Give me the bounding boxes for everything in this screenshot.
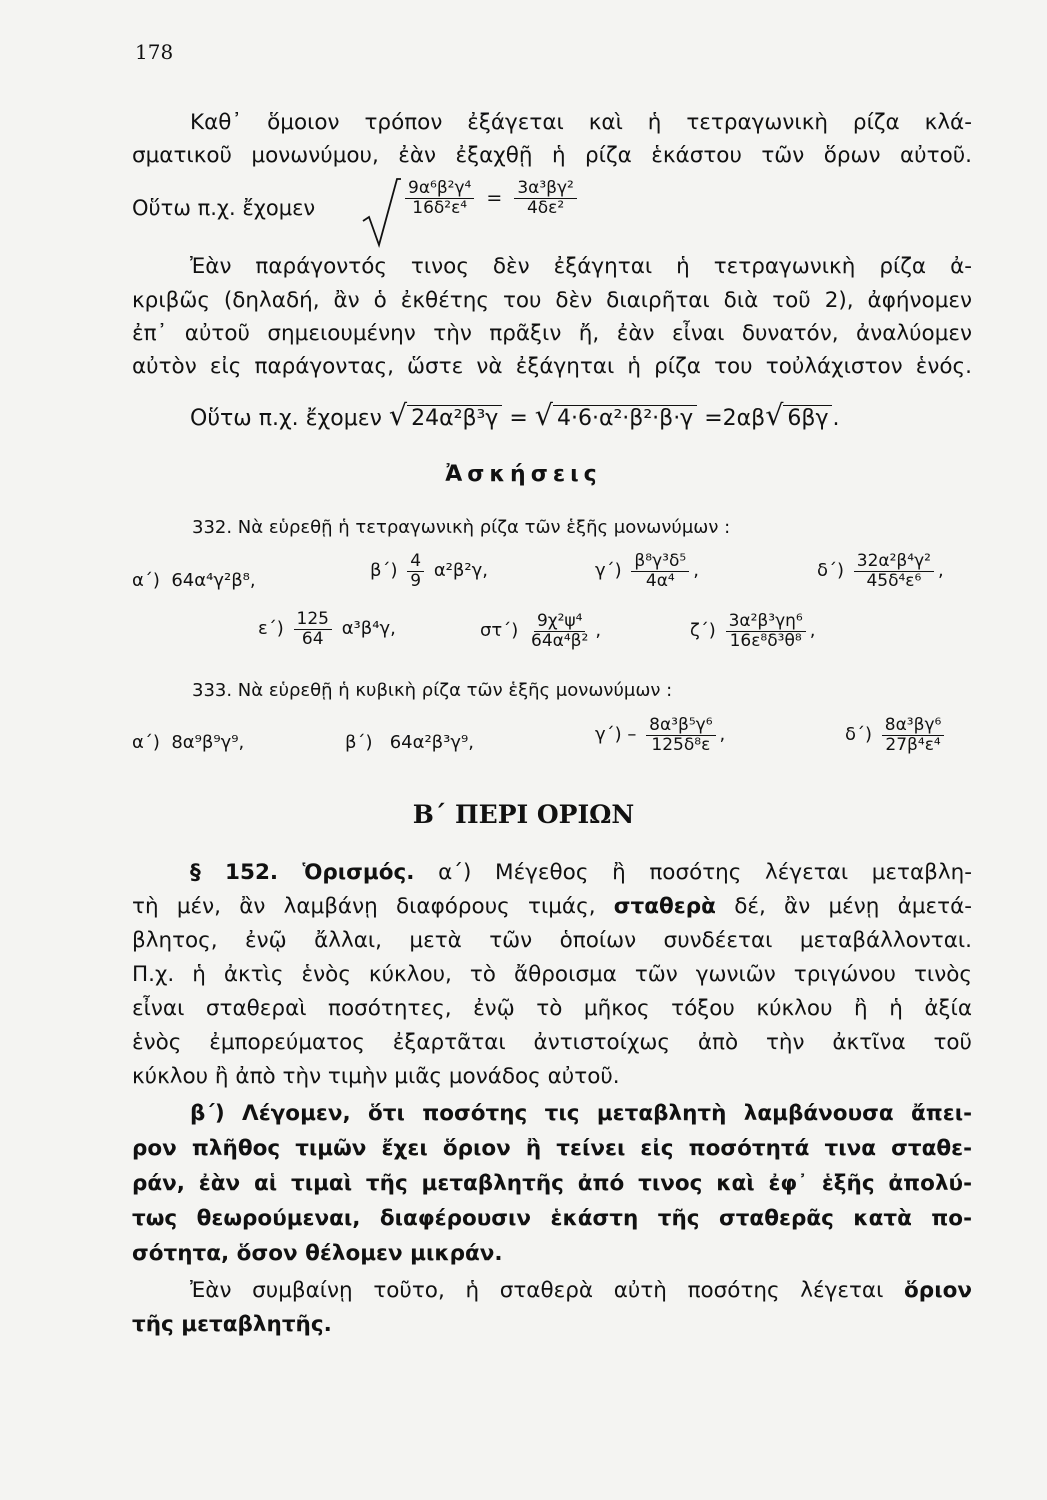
ex-equals: = bbox=[486, 187, 503, 210]
sec152-line-6: ἑνὸς ἐμπορεύματος ἐξαρτᾶται ἀντιστοίχως ἀπὸ τὴν ἀκτῖνα τοῦ bbox=[132, 1030, 972, 1055]
ex-fraction-denominator: 16δ²ε⁴ bbox=[412, 197, 468, 218]
ex332-e bbox=[258, 610, 396, 648]
para2-line-1: Ἐὰν παράγοντός τινος δὲν ἐξάγηται ἡ τετραγωνικὴ ρίζα ἀ- bbox=[190, 254, 972, 279]
ex-fraction-numerator: 9α⁶β²γ⁴ bbox=[405, 179, 474, 199]
def-b-line-3: ράν, ἐὰν αἱ τιμαὶ τῆς μεταβλητῆς ἀπό τινος καὶ ἐφ᾽ ἑξῆς ἀπολύ- bbox=[132, 1171, 972, 1196]
root-icon: √ bbox=[765, 398, 784, 432]
equals-1: = bbox=[509, 406, 528, 431]
intro-line-1: Καθ᾽ ὅμοιον τρόπον ἐξάγεται καὶ ἡ τετραγωνικὴ ρίζα κλά- bbox=[190, 110, 972, 135]
root-icon: √ bbox=[534, 398, 553, 432]
ex332-e-rest: α³β⁴γ, bbox=[341, 618, 396, 640]
final-line-2-text: τῆς μεταβλητῆς. bbox=[132, 1312, 332, 1337]
ex332-g-num: 3α²β³γη⁶ bbox=[726, 612, 806, 632]
sec152-line-2a: τὴ μέν, ἂν λαμβάνῃ διαφόρους τιμάς, bbox=[132, 894, 596, 919]
sec152-line-5: εἶναι σταθεραὶ ποσότητες, ἐνῷ τὸ μῆκος τόξου κύκλου ἢ ἡ ἀξία bbox=[132, 996, 972, 1021]
ex332-a-label: α΄) bbox=[132, 570, 160, 591]
para2-line-3: ἐπ᾽ αὐτοῦ σημειουμένην τὴν πρᾶξιν ἤ, ἐὰν εἶναι δυνατόν, ἀναλύομεν bbox=[132, 321, 972, 346]
sec152-heading: § 152. Ὁρισμός. bbox=[190, 860, 415, 885]
ex332-g bbox=[690, 612, 815, 650]
ex332-f-den: 64α⁴β² bbox=[531, 630, 589, 651]
ex333-c bbox=[595, 716, 725, 754]
ex332-d bbox=[817, 552, 944, 590]
radicand-3: 6βγ bbox=[783, 405, 832, 431]
ex332-f-rest: , bbox=[595, 620, 602, 642]
final-line-1-text: Ἐὰν συμβαίνῃ τοῦτο, ἡ σταθερὰ αὐτὴ ποσότης λέγεται bbox=[190, 1278, 884, 1303]
ex332-e-den: 64 bbox=[301, 628, 324, 649]
ex332-g-den: 16ε⁸δ³θ⁸ bbox=[729, 630, 802, 651]
ex332-a-value: 64α⁴γ²β⁸, bbox=[171, 570, 256, 591]
ex333-c-num: 8α³β⁵γ⁶ bbox=[646, 716, 715, 736]
sec152-line-1-text: α΄) Μέγεθος ἢ ποσότης λέγεται μεταβλη- bbox=[438, 860, 972, 885]
ex333-d-num: 8α³βγ⁶ bbox=[882, 716, 945, 736]
ex332-e-label: ε΄) bbox=[258, 618, 284, 640]
para2-example bbox=[190, 398, 839, 432]
ex332-c-den: 4α⁴ bbox=[645, 570, 675, 591]
radicand-1: 24α²β³γ bbox=[407, 405, 502, 431]
ex333-intro: 333. Νὰ εὑρεθῇ ἡ κυβικὴ ρίζα τῶν ἑξῆς μονωνύμων : bbox=[192, 680, 673, 701]
sec152-line-2 bbox=[132, 891, 972, 923]
ex332-c-num: β⁸γ³δ⁵ bbox=[631, 552, 689, 572]
ex332-c-label: γ΄) bbox=[595, 560, 622, 582]
ex333-d-label: δ΄) bbox=[845, 724, 873, 746]
radicand-2: 4·6·α²·β²·β·γ bbox=[553, 405, 697, 431]
ex-result-numerator: 3α³βγ² bbox=[514, 179, 577, 199]
ex332-intro: 332. Νὰ εὑρεθῇ ἡ τετραγωνικὴ ρίζα τῶν ἑξῆς μονωνύμων : bbox=[192, 517, 731, 538]
def-b-line-5: σότητα, ὅσον θέλομεν μικράν. bbox=[132, 1241, 503, 1266]
ex333-d-den: 27β⁴ε⁴ bbox=[885, 734, 941, 755]
final-line-1 bbox=[132, 1275, 972, 1307]
def-b-line-4: τως θεωρούμεναι, διαφέρουσιν ἑκάστη τῆς σταθερᾶς κατὰ πο- bbox=[132, 1206, 972, 1231]
def-b-line-1: β΄) Λέγομεν, ὅτι ποσότης τις μεταβλητὴ λαμβάνουσα ἄπει- bbox=[190, 1101, 972, 1126]
ex333-c-label: γ΄) – bbox=[595, 724, 637, 746]
intro-line-2: σματικοῦ μονωνύμου, ἐὰν ἐξαχθῇ ἡ ρίζα ἑκάστου τῶν ὅρων αὐτοῦ. bbox=[132, 143, 972, 168]
ex332-b-rest: α²β²γ, bbox=[433, 560, 488, 582]
period: . bbox=[832, 406, 840, 431]
ex332-c bbox=[595, 552, 699, 590]
ex332-g-label: ζ΄) bbox=[690, 620, 716, 642]
sec152-bold-term: σταθερὰ bbox=[613, 894, 716, 919]
para2-line-4: αὐτὸν εἰς παράγοντας, ὥστε νὰ ἐξάγηται ἡ ρίζα του τοὐλάχιστον ἑνός. bbox=[132, 354, 972, 379]
ex332-f-label: στ΄) bbox=[480, 620, 519, 642]
ex-result-denominator: 4δε² bbox=[526, 197, 565, 218]
ex332-e-num: 125 bbox=[294, 610, 332, 630]
sec152-line-2b: δέ, ἂν μένῃ ἀμετά- bbox=[734, 894, 972, 919]
ex332-f-num: 9χ²ψ⁴ bbox=[534, 612, 585, 632]
ex332-d-num: 32α²β⁴γ² bbox=[854, 552, 934, 572]
ex332-b-den: 9 bbox=[410, 570, 422, 591]
ex332-d-rest: , bbox=[937, 560, 944, 582]
def-b-line-2: ρον πλῆθος τιμῶν ἔχει ὅριον ἢ τείνει εἰς ποσότητά τινα σταθε- bbox=[132, 1136, 972, 1161]
ex333-a bbox=[132, 732, 244, 753]
para2-example-prefix: Οὕτω π.χ. ἔχομεν bbox=[190, 406, 382, 431]
final-line-2 bbox=[132, 1309, 972, 1341]
ex333-d bbox=[845, 716, 948, 754]
equals-2: =2αβ bbox=[704, 406, 766, 431]
ex332-b-label: β΄) bbox=[370, 560, 398, 582]
ex333-c-den: 125δ⁸ε bbox=[651, 734, 711, 755]
radical-sign-icon bbox=[361, 177, 401, 249]
ex332-c-rest: , bbox=[693, 560, 699, 582]
ex332-d-den: 45δ⁴ε⁶ bbox=[866, 570, 922, 591]
sec152-line-7: κύκλου ἢ ἀπὸ τὴν τιμὴν μιᾶς μονάδος αὐτοῦ. bbox=[132, 1064, 620, 1089]
page-number: 178 bbox=[135, 40, 174, 64]
exercises-title: Ἀσκήσεις bbox=[445, 462, 602, 487]
ex333-a-value: 8α⁹β⁹γ⁹, bbox=[171, 732, 245, 753]
sec152-line-1 bbox=[132, 857, 972, 889]
ex332-a bbox=[132, 570, 256, 591]
ex332-d-label: δ΄) bbox=[817, 560, 845, 582]
sec152-line-3: βλητος, ἐνῷ ἄλλαι, μετὰ τῶν ὁποίων συνδέεται μεταβάλλονται. bbox=[132, 928, 972, 953]
root-icon: √ bbox=[388, 398, 408, 432]
ex333-b bbox=[345, 732, 474, 753]
ex333-b-label: β΄) bbox=[345, 732, 373, 753]
intro-example-prefix: Οὕτω π.χ. ἔχομεν bbox=[132, 196, 316, 220]
final-bold-term: ὅριον bbox=[904, 1278, 972, 1303]
section-title: Β΄ ΠΕΡΙ ΟΡΙΩΝ bbox=[412, 800, 635, 829]
para2-line-2: κριβῶς (δηλαδή, ἂν ὁ ἐκθέτης του δὲν διαιρῆται διὰ τοῦ 2), ἀφήνομεν bbox=[132, 288, 972, 313]
sec152-line-4: Π.χ. ἡ ἀκτὶς ἑνὸς κύκλου, τὸ ἄθροισμα τῶν γωνιῶν τριγώνου τινὸς bbox=[132, 962, 972, 987]
ex333-b-value: 64α²β³γ⁹, bbox=[389, 732, 474, 753]
ex333-a-label: α΄) bbox=[132, 732, 160, 753]
ex332-f bbox=[480, 612, 601, 650]
ex332-b bbox=[370, 552, 488, 590]
ex332-b-num: 4 bbox=[407, 552, 424, 572]
ex333-c-rest: , bbox=[719, 724, 726, 746]
ex332-g-rest: , bbox=[809, 620, 816, 642]
